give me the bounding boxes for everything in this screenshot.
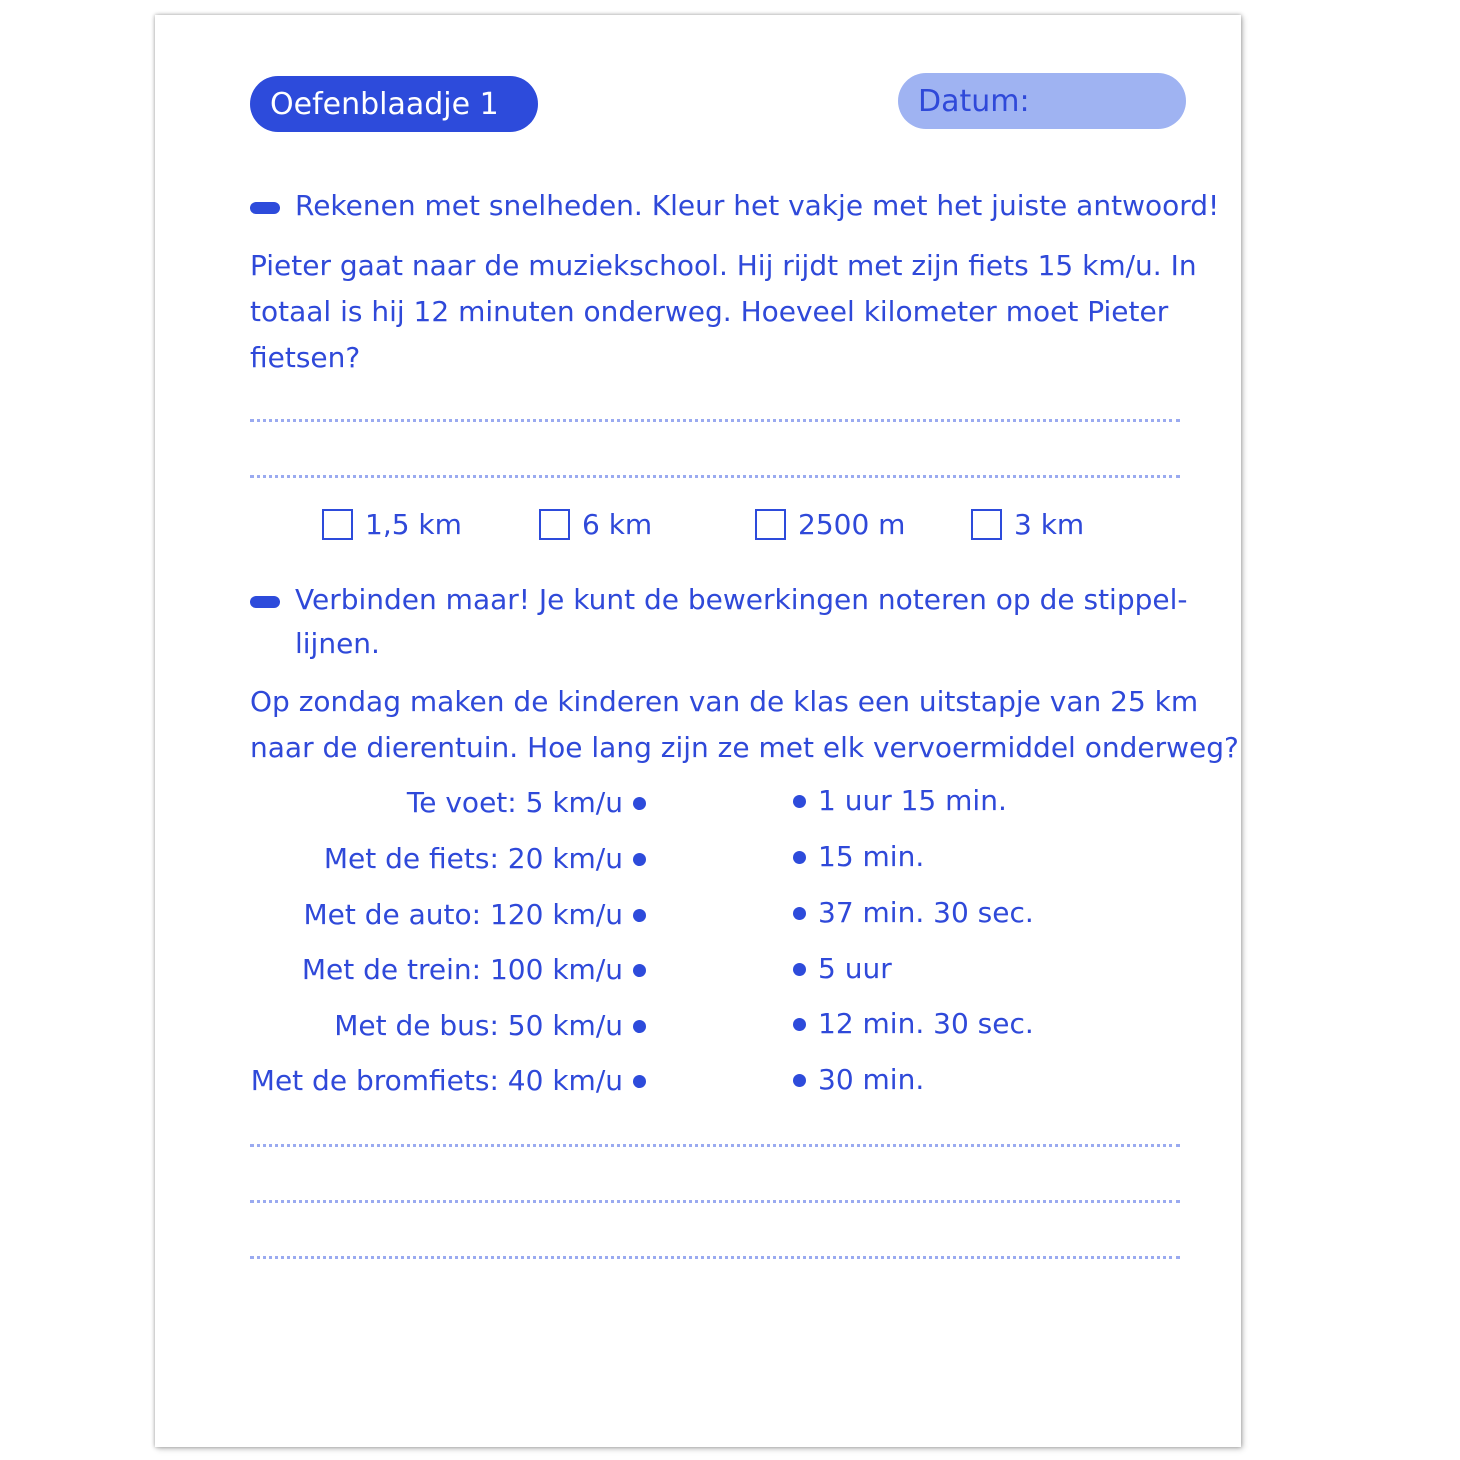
transport-speed-item[interactable]: [251, 1061, 646, 1101]
worksheet-page: [155, 15, 1241, 1447]
connect-dot[interactable]: [793, 795, 806, 808]
transport-speed-label: Met de bus: 50 km/u: [334, 1009, 623, 1042]
duration-item[interactable]: [793, 1060, 924, 1100]
date-label: Datum:: [918, 83, 1030, 119]
transport-speed-item[interactable]: [324, 839, 646, 879]
connect-dot[interactable]: [633, 797, 646, 810]
duration-item[interactable]: [793, 1004, 1034, 1044]
exercise1-problem-line: Pieter gaat naar de muziekschool. Hij rijdt met zijn fiets 15 km/u. In: [250, 249, 1197, 282]
duration-label: 30 min.: [818, 1063, 925, 1096]
exercise2-problem-line: Op zondag maken de kinderen van de klas een uitstapje van 25 km: [250, 685, 1199, 718]
duration-label: 1 uur 15 min.: [818, 784, 1007, 817]
exercise1-problem-line: totaal is hij 12 minuten onderweg. Hoeveel kilometer moet Pieter: [250, 295, 1169, 328]
exercise1-problem-line: fietsen?: [250, 341, 361, 374]
connect-dot[interactable]: [633, 853, 646, 866]
transport-speed-item[interactable]: [303, 895, 646, 935]
duration-label: 15 min.: [818, 840, 925, 873]
connect-dot[interactable]: [793, 963, 806, 976]
connect-dot[interactable]: [633, 1020, 646, 1033]
connect-dot[interactable]: [633, 1075, 646, 1088]
answer-option-label: 2500 m: [798, 508, 906, 541]
exercise1-instruction: Rekenen met snelheden. Kleur het vakje met het juiste antwoord!: [295, 189, 1220, 222]
answer-option[interactable]: [755, 508, 905, 541]
duration-item[interactable]: [793, 893, 1034, 933]
duration-label: 37 min. 30 sec.: [818, 896, 1034, 929]
connect-dot[interactable]: [793, 851, 806, 864]
transport-speed-item[interactable]: [407, 783, 646, 823]
connect-dot[interactable]: [633, 909, 646, 922]
answer-option[interactable]: [539, 508, 652, 541]
answer-option-label: 6 km: [582, 508, 653, 541]
duration-label: 12 min. 30 sec.: [818, 1007, 1034, 1040]
answer-dotted-line[interactable]: [250, 419, 1180, 422]
duration-item[interactable]: [793, 949, 892, 989]
connect-dot[interactable]: [793, 907, 806, 920]
transport-speed-item[interactable]: [334, 1006, 646, 1046]
connect-dot[interactable]: [633, 964, 646, 977]
exercise2-problem-line: naar de dierentuin. Hoe lang zijn ze met elk vervoermiddel onderweg?: [250, 731, 1239, 764]
transport-speed-item[interactable]: [302, 950, 646, 990]
connect-dot[interactable]: [793, 1074, 806, 1087]
transport-speed-label: Te voet: 5 km/u: [406, 786, 623, 819]
answer-dotted-line[interactable]: [250, 1200, 1180, 1203]
duration-item[interactable]: [793, 837, 924, 877]
transport-speed-label: Met de bromfiets: 40 km/u: [250, 1064, 623, 1097]
answer-option-label: 3 km: [1014, 508, 1085, 541]
answer-option[interactable]: [971, 508, 1084, 541]
answer-checkbox[interactable]: [539, 509, 570, 540]
exercise2-instruction-line: lijnen.: [295, 627, 380, 660]
duration-label: 5 uur: [818, 952, 892, 985]
connect-dot[interactable]: [793, 1018, 806, 1031]
answer-option[interactable]: [322, 508, 462, 541]
worksheet-title-badge: [250, 76, 538, 132]
answer-option-label: 1,5 km: [365, 508, 462, 541]
worksheet-title: Oefenblaadje 1: [270, 86, 499, 122]
exercise2-bullet: [250, 596, 280, 608]
answer-dotted-line[interactable]: [250, 1144, 1180, 1147]
answer-checkbox[interactable]: [971, 509, 1002, 540]
date-field[interactable]: [898, 73, 1186, 129]
answer-checkbox[interactable]: [322, 509, 353, 540]
duration-item[interactable]: [793, 781, 1007, 821]
exercise2-instruction-line: Verbinden maar! Je kunt de bewerkingen noteren op de stippel-: [295, 583, 1188, 616]
transport-speed-label: Met de trein: 100 km/u: [301, 953, 623, 986]
transport-speed-label: Met de auto: 120 km/u: [303, 898, 623, 931]
answer-dotted-line[interactable]: [250, 1256, 1180, 1259]
transport-speed-label: Met de fiets: 20 km/u: [323, 842, 623, 875]
exercise1-bullet: [250, 202, 280, 214]
answer-dotted-line[interactable]: [250, 475, 1180, 478]
answer-checkbox[interactable]: [755, 509, 786, 540]
